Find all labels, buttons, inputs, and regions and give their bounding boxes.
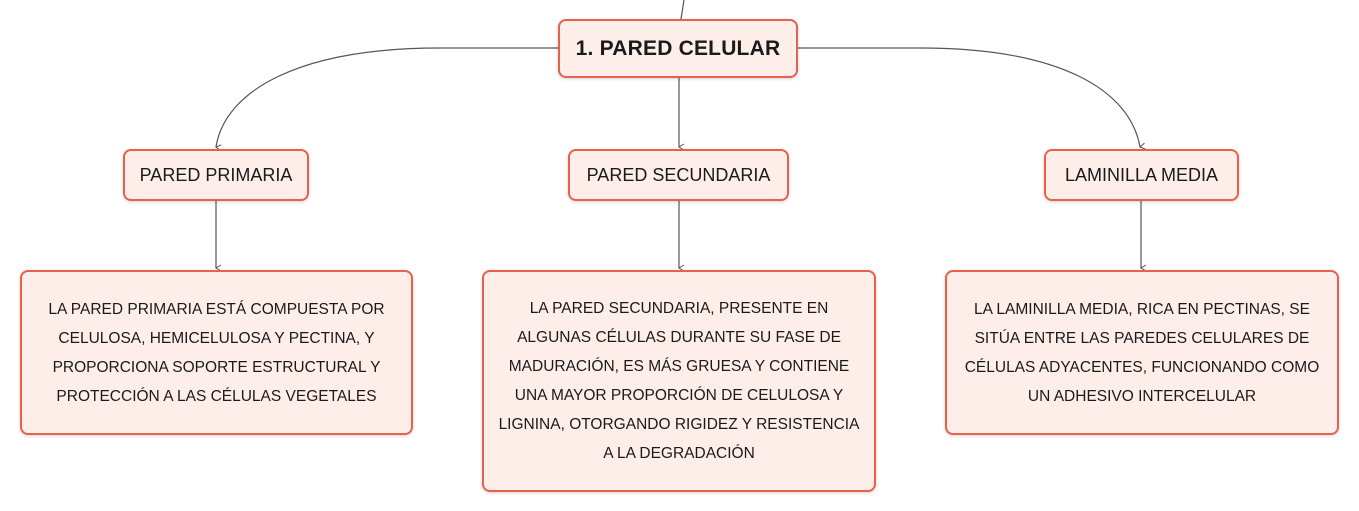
description-node-laminilla-media[interactable] [945, 270, 1339, 435]
description-node-pared-primaria[interactable] [20, 270, 413, 435]
root-node-pared-celular[interactable] [558, 19, 798, 78]
branch-node-laminilla-media[interactable] [1044, 149, 1239, 201]
root-node-label: 1. PARED CELULAR [575, 36, 781, 60]
connector-root-to-pared-primaria [216, 48, 558, 147]
branch-node-label: LAMINILLA MEDIA [1064, 164, 1219, 185]
description-text: LA PARED SECUNDARIA, PRESENTE EN ALGUNAS CÉLULAS DURANTE SU FASE DE MADURACIÓN, ES MÁS GRUESA Y CONTIENE UNA MAYOR PROPORCIÓN DE CELULOSA Y LIGNINA, OTORGANDO RIGIDEZ Y RESISTENCIA A LA DEGRADACIÓN [498, 300, 860, 462]
branch-node-label: PARED PRIMARIA [139, 164, 293, 185]
branch-node-pared-primaria[interactable] [123, 149, 309, 201]
connector-root-to-laminilla-media [798, 48, 1140, 147]
description-text: LA LAMINILLA MEDIA, RICA EN PECTINAS, SE SITÚA ENTRE LAS PAREDES CELULARES DE CÉLULAS ADYACENTES, FUNCIONANDO COMO UN ADHESIVO INTERCELULAR [964, 300, 1320, 405]
description-node-pared-secundaria[interactable] [482, 270, 876, 492]
incoming-connector [681, 0, 684, 19]
branch-node-pared-secundaria[interactable] [568, 149, 789, 201]
description-text: LA PARED PRIMARIA ESTÁ COMPUESTA POR CELULOSA, HEMICELULOSA Y PECTINA, Y PROPORCIONA SOPORTE ESTRUCTURAL Y PROTECCIÓN A LAS CÉLULAS VEGETALES [48, 300, 385, 405]
branch-node-label: PARED SECUNDARIA [586, 164, 771, 185]
